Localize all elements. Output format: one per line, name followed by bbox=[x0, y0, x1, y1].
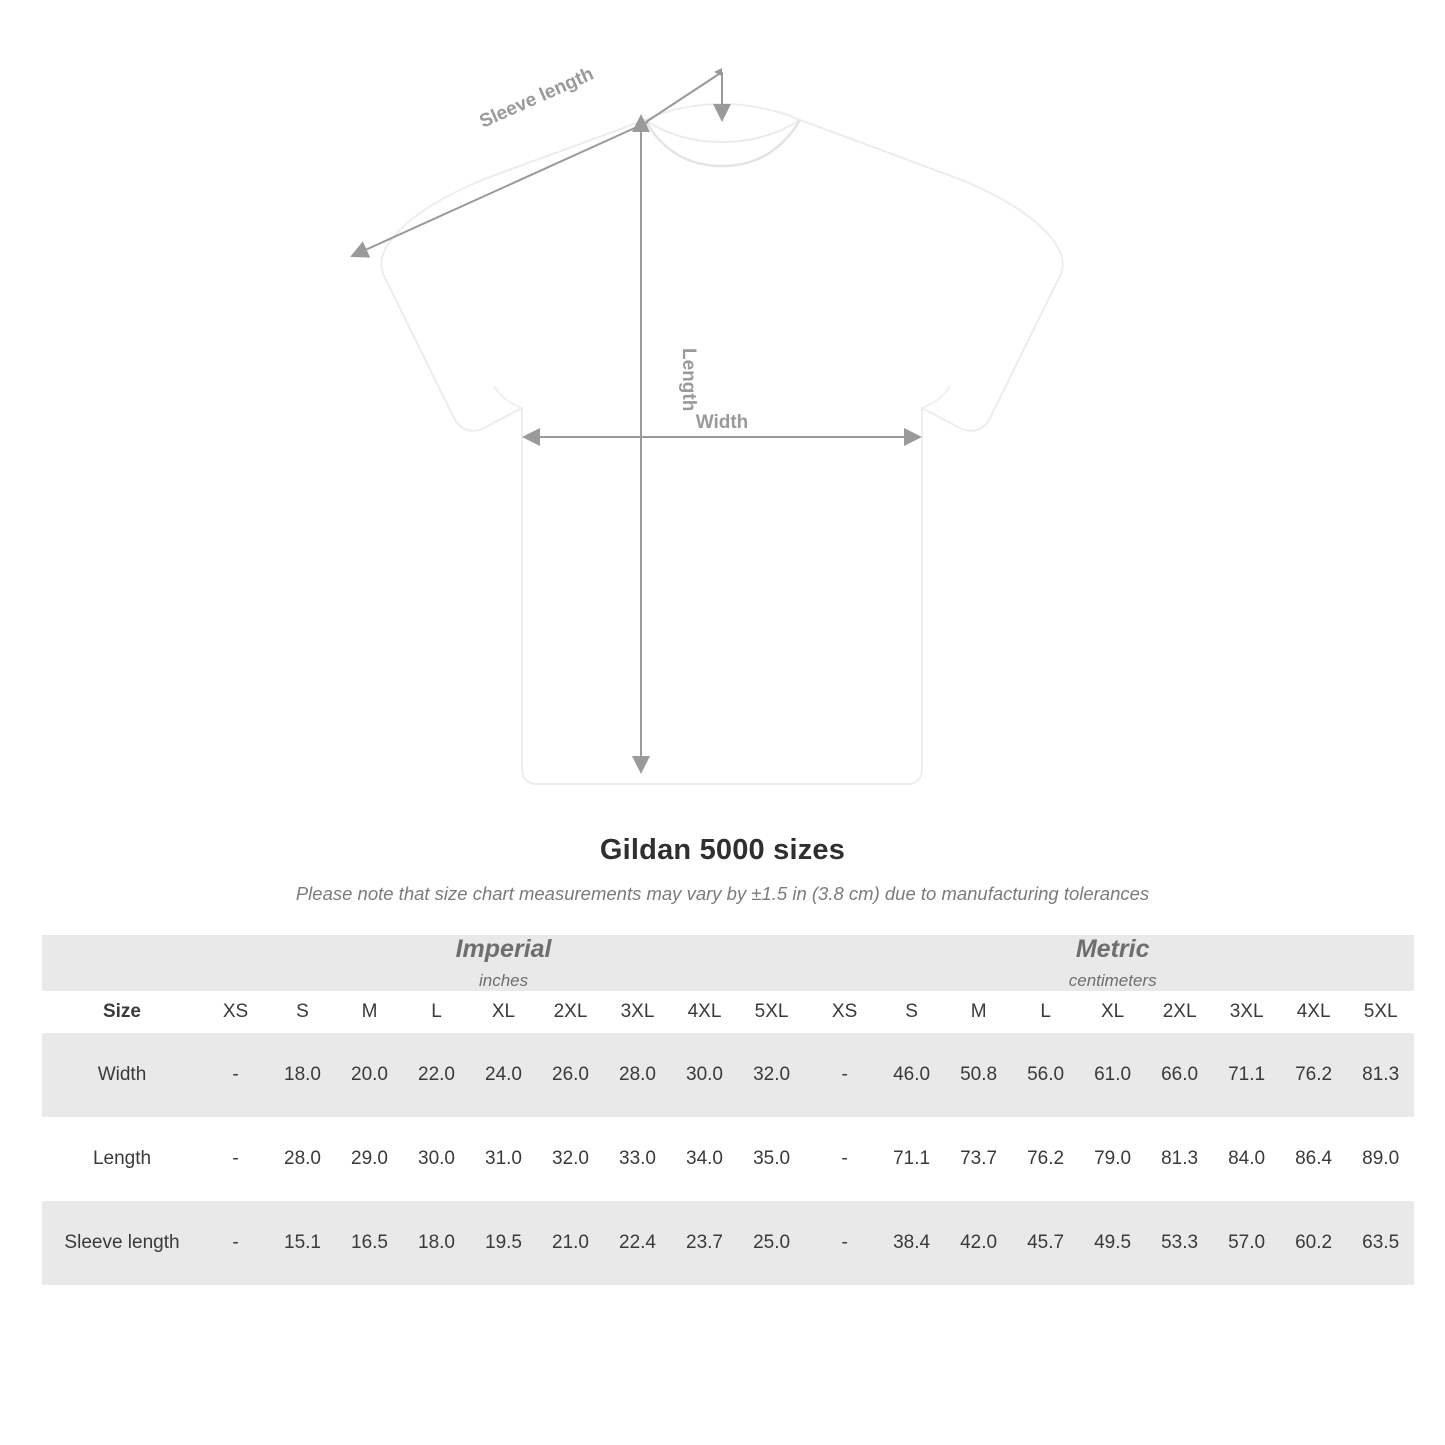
unit-header-imperial bbox=[202, 935, 805, 991]
cell-width-met-2xl: 66.0 bbox=[1146, 1033, 1213, 1117]
row-label-width: Width bbox=[42, 1033, 202, 1117]
size-header-metric-3xl: 3XL bbox=[1229, 1001, 1264, 1022]
size-label: Size bbox=[102, 1001, 142, 1022]
cell-length-met-3xl: 84.0 bbox=[1213, 1117, 1280, 1201]
cell-length-met-s: 71.1 bbox=[878, 1117, 945, 1201]
cell-length-imp-5xl: 35.0 bbox=[738, 1117, 805, 1201]
cell-sleeve-imp-3xl: 22.4 bbox=[604, 1201, 671, 1285]
size-header-metric-2xl: 2XL bbox=[1162, 1001, 1197, 1022]
cell-width-imp-l: 22.0 bbox=[403, 1033, 470, 1117]
size-header-metric-l: L bbox=[1040, 1001, 1051, 1022]
tshirt-shape bbox=[381, 104, 1062, 784]
cell-width-imp-3xl: 28.0 bbox=[604, 1033, 671, 1117]
size-header-imperial-m: M bbox=[361, 1001, 378, 1022]
cell-width-met-5xl: 81.3 bbox=[1347, 1033, 1414, 1117]
cell-sleeve-imp-l: 18.0 bbox=[403, 1201, 470, 1285]
cell-width-met-l: 56.0 bbox=[1012, 1033, 1079, 1117]
cell-width-met-4xl: 76.2 bbox=[1280, 1033, 1347, 1117]
cell-width-imp-s: 18.0 bbox=[269, 1033, 336, 1117]
size-table-wrap bbox=[42, 935, 1403, 1285]
cell-sleeve-met-5xl: 63.5 bbox=[1347, 1201, 1414, 1285]
chart-title: Gildan 5000 sizes bbox=[599, 834, 846, 866]
unit-sub-metric: centimeters bbox=[1068, 971, 1157, 990]
unit-title-imperial: Imperial bbox=[455, 935, 552, 963]
size-header-imperial-5xl: 5XL bbox=[754, 1001, 789, 1022]
unit-header-metric bbox=[811, 935, 1414, 991]
size-header-metric-s: S bbox=[905, 1001, 918, 1022]
size-header-metric-xl: XL bbox=[1100, 1001, 1125, 1022]
cell-length-imp-3xl: 33.0 bbox=[604, 1117, 671, 1201]
cell-length-met-5xl: 89.0 bbox=[1347, 1117, 1414, 1201]
unit-title-metric: Metric bbox=[1075, 935, 1150, 963]
cell-width-met-xs: - bbox=[811, 1033, 878, 1117]
cell-sleeve-met-xl: 49.5 bbox=[1079, 1201, 1146, 1285]
size-header-row bbox=[42, 991, 1414, 1033]
table-row bbox=[42, 1201, 1414, 1285]
cell-sleeve-met-xs: - bbox=[811, 1201, 878, 1285]
cell-length-imp-xl: 31.0 bbox=[470, 1117, 537, 1201]
unit-sub-imperial: inches bbox=[478, 971, 529, 990]
row-label-sleeve-length: Sleeve length bbox=[42, 1201, 202, 1285]
size-header-imperial-4xl: 4XL bbox=[687, 1001, 722, 1022]
cell-width-imp-5xl: 32.0 bbox=[738, 1033, 805, 1117]
cell-sleeve-met-2xl: 53.3 bbox=[1146, 1201, 1213, 1285]
unit-header-blank bbox=[42, 935, 202, 991]
cell-sleeve-met-s: 38.4 bbox=[878, 1201, 945, 1285]
cell-width-imp-2xl: 26.0 bbox=[537, 1033, 604, 1117]
size-table bbox=[42, 935, 1414, 1285]
size-header-imperial-3xl: 3XL bbox=[620, 1001, 655, 1022]
cell-length-met-m: 73.7 bbox=[945, 1117, 1012, 1201]
cell-sleeve-imp-xl: 19.5 bbox=[470, 1201, 537, 1285]
size-header-imperial-l: L bbox=[431, 1001, 442, 1022]
size-header-imperial-xs: XS bbox=[222, 1001, 249, 1022]
table-row bbox=[42, 1033, 1414, 1117]
cell-sleeve-met-m: 42.0 bbox=[945, 1201, 1012, 1285]
cell-length-met-l: 76.2 bbox=[1012, 1117, 1079, 1201]
cell-width-met-xl: 61.0 bbox=[1079, 1033, 1146, 1117]
cell-width-imp-4xl: 30.0 bbox=[671, 1033, 738, 1117]
cell-length-met-xs: - bbox=[811, 1117, 878, 1201]
cell-sleeve-imp-xs: - bbox=[202, 1201, 269, 1285]
size-header-imperial-2xl: 2XL bbox=[553, 1001, 588, 1022]
cell-width-imp-xs: - bbox=[202, 1033, 269, 1117]
cell-length-imp-m: 29.0 bbox=[336, 1117, 403, 1201]
sleeve-length-label: Sleeve length bbox=[476, 63, 597, 133]
size-header-metric-4xl: 4XL bbox=[1296, 1001, 1331, 1022]
cell-length-imp-l: 30.0 bbox=[403, 1117, 470, 1201]
title-block bbox=[0, 834, 1445, 905]
length-label: Length bbox=[678, 348, 699, 412]
cell-width-imp-m: 20.0 bbox=[336, 1033, 403, 1117]
cell-width-imp-xl: 24.0 bbox=[470, 1033, 537, 1117]
cell-length-imp-xs: - bbox=[202, 1117, 269, 1201]
cell-length-imp-4xl: 34.0 bbox=[671, 1117, 738, 1201]
size-header-imperial-xl: XL bbox=[491, 1001, 516, 1022]
size-header-metric-xs: XS bbox=[831, 1001, 858, 1022]
cell-length-met-2xl: 81.3 bbox=[1146, 1117, 1213, 1201]
width-label: Width bbox=[695, 412, 749, 433]
size-header-metric-m: M bbox=[970, 1001, 987, 1022]
cell-length-met-4xl: 86.4 bbox=[1280, 1117, 1347, 1201]
chart-note: Please note that size chart measurements may vary by ±1.5 in (3.8 cm) due to manufacturing tolerances bbox=[295, 883, 1150, 904]
cell-sleeve-imp-2xl: 21.0 bbox=[537, 1201, 604, 1285]
cell-length-met-xl: 79.0 bbox=[1079, 1117, 1146, 1201]
cell-sleeve-met-3xl: 57.0 bbox=[1213, 1201, 1280, 1285]
cell-length-imp-2xl: 32.0 bbox=[537, 1117, 604, 1201]
cell-sleeve-imp-m: 16.5 bbox=[336, 1201, 403, 1285]
table-row bbox=[42, 1117, 1414, 1201]
cell-sleeve-met-4xl: 60.2 bbox=[1280, 1201, 1347, 1285]
cell-width-met-3xl: 71.1 bbox=[1213, 1033, 1280, 1117]
unit-header-row bbox=[42, 935, 1414, 991]
cell-sleeve-met-l: 45.7 bbox=[1012, 1201, 1079, 1285]
cell-sleeve-imp-s: 15.1 bbox=[269, 1201, 336, 1285]
cell-width-met-m: 50.8 bbox=[945, 1033, 1012, 1117]
size-header-metric-5xl: 5XL bbox=[1363, 1001, 1398, 1022]
cell-width-met-s: 46.0 bbox=[878, 1033, 945, 1117]
cell-length-imp-s: 28.0 bbox=[269, 1117, 336, 1201]
row-label-length: Length bbox=[42, 1117, 202, 1201]
cell-sleeve-imp-5xl: 25.0 bbox=[738, 1201, 805, 1285]
cell-sleeve-imp-4xl: 23.7 bbox=[671, 1201, 738, 1285]
size-header-imperial-s: S bbox=[296, 1001, 309, 1022]
